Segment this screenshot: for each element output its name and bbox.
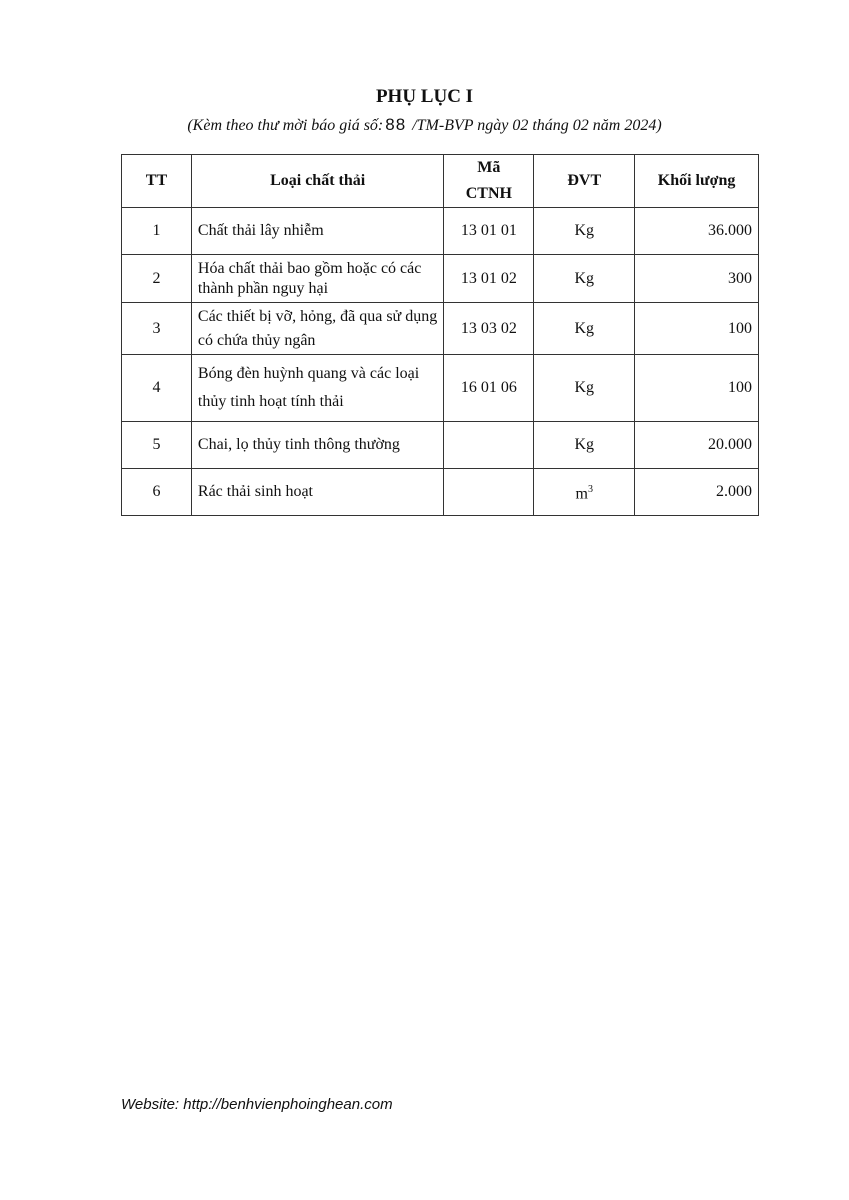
header-khoi-luong: Khối lượng bbox=[635, 155, 759, 208]
unit-base: m bbox=[575, 485, 588, 503]
header-ma-line1: Mã bbox=[477, 159, 501, 176]
table-row bbox=[122, 469, 759, 516]
cell-kl: 300 bbox=[635, 255, 759, 303]
cell-loai: Bóng đèn huỳnh quang và các loại thủy tinh hoạt tính thải bbox=[191, 355, 443, 422]
cell-tt: 1 bbox=[122, 208, 192, 255]
cell-dvt bbox=[534, 469, 635, 516]
table-row bbox=[122, 422, 759, 469]
table-row bbox=[122, 303, 759, 355]
cell-loai: Hóa chất thải bao gồm hoặc có các thành phần nguy hại bbox=[191, 255, 443, 303]
cell-tt: 6 bbox=[122, 469, 192, 516]
cell-ma: 16 01 06 bbox=[444, 355, 534, 422]
subtitle-prefix: (Kèm theo thư mời báo giá số: bbox=[187, 117, 384, 134]
header-loai: Loại chất thải bbox=[191, 155, 443, 208]
waste-table bbox=[121, 154, 759, 516]
header-ma bbox=[444, 155, 534, 208]
cell-tt: 4 bbox=[122, 355, 192, 422]
cell-ma bbox=[444, 422, 534, 469]
cell-tt: 5 bbox=[122, 422, 192, 469]
cell-kl: 100 bbox=[635, 355, 759, 422]
cell-kl: 100 bbox=[635, 303, 759, 355]
cell-tt: 3 bbox=[122, 303, 192, 355]
table-row bbox=[122, 355, 759, 422]
cell-dvt: Kg bbox=[534, 355, 635, 422]
cell-ma: 13 01 02 bbox=[444, 255, 534, 303]
cell-loai: Chai, lọ thủy tinh thông thường bbox=[191, 422, 443, 469]
table-header-row bbox=[122, 155, 759, 208]
cell-dvt: Kg bbox=[534, 255, 635, 303]
cell-loai: Rác thải sinh hoạt bbox=[191, 469, 443, 516]
cell-kl: 36.000 bbox=[635, 208, 759, 255]
unit-exponent: 3 bbox=[587, 483, 593, 495]
cell-ma: 13 01 01 bbox=[444, 208, 534, 255]
cell-dvt: Kg bbox=[534, 303, 635, 355]
cell-ma: 13 03 02 bbox=[444, 303, 534, 355]
subtitle-suffix: /TM-BVP ngày 02 tháng 02 năm 2024) bbox=[412, 117, 662, 134]
header-tt: TT bbox=[122, 155, 192, 208]
cell-ma bbox=[444, 469, 534, 516]
cell-kl: 2.000 bbox=[635, 469, 759, 516]
table-row bbox=[122, 255, 759, 303]
cell-kl: 20.000 bbox=[635, 422, 759, 469]
header-dvt: ĐVT bbox=[534, 155, 635, 208]
cell-dvt: Kg bbox=[534, 208, 635, 255]
table-row bbox=[122, 208, 759, 255]
page-title: PHỤ LỤC I bbox=[375, 86, 474, 107]
page-subtitle bbox=[0, 115, 849, 135]
cell-loai: Các thiết bị vỡ, hỏng, đã qua sử dụng có chứa thủy ngân bbox=[191, 303, 443, 355]
letter-number: 88 bbox=[385, 115, 407, 134]
footer-website: Website: http://benhvienphoinghean.com bbox=[121, 1096, 393, 1113]
cell-loai: Chất thải lây nhiễm bbox=[191, 208, 443, 255]
header-ma-line2: CTNH bbox=[465, 185, 512, 202]
cell-dvt: Kg bbox=[534, 422, 635, 469]
cell-tt: 2 bbox=[122, 255, 192, 303]
